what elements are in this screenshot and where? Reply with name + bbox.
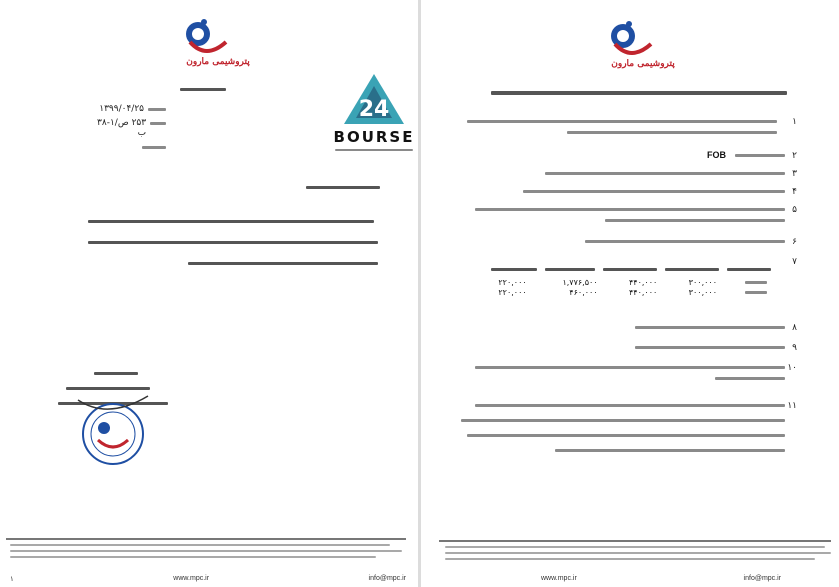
footer-address-right xyxy=(445,546,831,560)
signature-stamp-icon xyxy=(68,390,158,470)
list-item xyxy=(461,117,797,134)
answers-title xyxy=(487,91,787,95)
signature-block xyxy=(58,372,188,492)
item-number: ۲ xyxy=(792,151,797,161)
item-number: ۹ xyxy=(792,343,797,353)
table-cell: ۳۰۰,۰۰۰ xyxy=(688,287,717,297)
item-number: ۶ xyxy=(792,237,797,247)
letter-body xyxy=(88,220,378,265)
page-number: ۱ xyxy=(10,576,14,583)
item-number: ۱۰ xyxy=(787,363,797,373)
logo-brand-text: پتروشیمی مارون xyxy=(611,59,675,69)
table-cell: ۳۰۰,۰۰۰ xyxy=(688,277,717,287)
maroon-petrochemical-logo-icon xyxy=(176,12,250,72)
table-cell: ۲۲۰,۰۰۰ xyxy=(498,287,527,297)
bourse-logo xyxy=(330,72,418,152)
table-cell: ۴۴۰,۰۰۰ xyxy=(628,277,658,287)
letter-number: ۲۵۳ ص/۱-۳۸ ب xyxy=(97,118,147,138)
list-item xyxy=(461,237,797,247)
item-number: ۷ xyxy=(792,257,797,267)
list-item xyxy=(461,205,797,222)
table-row xyxy=(471,287,771,297)
maroon-petrochemical-logo-icon xyxy=(601,14,675,74)
bourse-logo-icon xyxy=(330,72,418,130)
footer-address-left xyxy=(10,544,406,558)
table-cell: ۴۶۰,۰۰۰ xyxy=(569,287,598,297)
table-cell: ۲۲۰,۰۰۰ xyxy=(498,277,527,287)
footer-rule-left xyxy=(6,538,406,540)
footer-url-right[interactable]: www.mpc.ir xyxy=(541,575,577,582)
footer-links-right xyxy=(541,575,781,582)
list-item xyxy=(461,363,797,380)
table-cell: ۱,۷۷۶,۵۰۰ xyxy=(562,277,598,287)
bourse-wordmark: BOURSE xyxy=(333,128,415,146)
maroon-logo-right xyxy=(601,14,675,74)
list-item xyxy=(461,169,797,179)
item-number: ۱ xyxy=(792,117,797,127)
product-table xyxy=(471,268,771,297)
table-cell: ۴۴۰,۰۰۰ xyxy=(628,287,658,297)
list-item xyxy=(461,323,797,333)
letter-date: ۱۳۹۹/۰۴/۲۵ xyxy=(99,104,144,114)
footer-email-right[interactable]: info@mpc.ir xyxy=(743,575,781,582)
footer-url-left[interactable]: www.mpc.ir xyxy=(173,575,210,582)
greeting-line xyxy=(300,186,380,189)
table-row xyxy=(471,277,771,287)
letter-page-right xyxy=(421,0,839,587)
logo-brand-text: پتروشیمی مارون xyxy=(186,57,250,67)
footer-rule-right xyxy=(439,540,831,542)
list-item xyxy=(461,150,797,161)
item-number: ۸ xyxy=(792,323,797,333)
item-number: ۴ xyxy=(792,187,797,197)
maroon-logo-left xyxy=(176,12,250,72)
footer-email-left[interactable]: info@mpc.ir xyxy=(368,575,406,582)
item-number: ۱۱ xyxy=(787,401,797,411)
footer-links-left xyxy=(10,575,406,583)
fob-label: FOB xyxy=(707,150,726,160)
svg-text:24: 24 xyxy=(358,97,390,122)
item-number: ۵ xyxy=(792,205,797,215)
item-number: ۳ xyxy=(792,169,797,179)
list-item xyxy=(461,343,797,353)
salutation-heading xyxy=(180,88,230,91)
list-item xyxy=(461,187,797,197)
letter-page-left xyxy=(0,0,418,587)
header-meta xyxy=(86,104,166,149)
list-item xyxy=(461,401,797,452)
